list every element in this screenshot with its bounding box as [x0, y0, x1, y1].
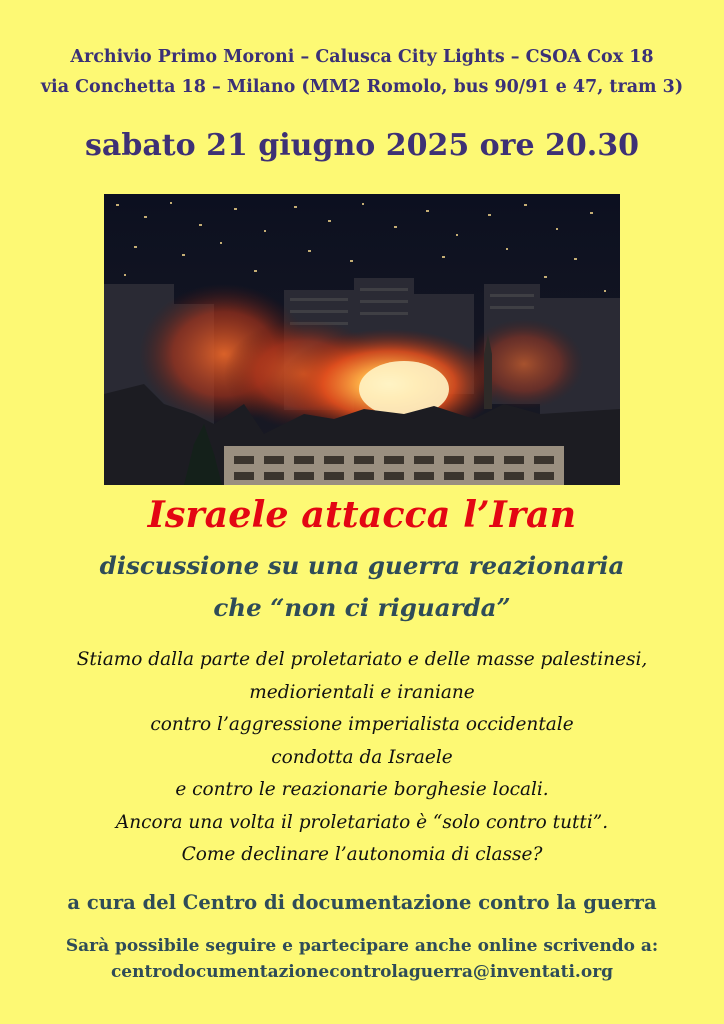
subtitle-line-1: discussione su una guerra reazionaria — [99, 551, 625, 580]
body-line: mediorientali e iraniane — [249, 681, 475, 703]
body-text — [0, 644, 724, 872]
body-line: e contro le reazionarie borghesie locali. — [175, 779, 549, 800]
curator-credit: a cura del Centro di documentazione contro la guerra — [67, 891, 657, 914]
venue-line-2: via Conchetta 18 – Milano (MM2 Romolo, bus 90/91 e 47, tram 3) — [40, 77, 684, 97]
online-info: Sarà possibile seguire e partecipare anche online scrivendo a: — [65, 936, 659, 956]
bombing-night-photo — [104, 194, 620, 485]
body-line: contro l’aggressione imperialista occidentale — [150, 714, 574, 735]
contact-email[interactable]: centrodocumentazionecontrolaguerra@inventati.org — [110, 962, 614, 982]
body-line: Ancora una volta il proletariato è “solo contro tutti”. — [115, 811, 609, 833]
venue-line-1: Archivio Primo Moroni – Calusca City Lights – CSOA Cox 18 — [70, 47, 654, 67]
headline: Israele attacca l’Iran — [147, 493, 577, 536]
body-line: Come declinare l’autonomia di classe? — [181, 844, 543, 865]
body-line: Stiamo dalla parte del proletariato e delle masse palestinesi, — [76, 649, 648, 670]
subtitle-line-2: che “non ci riguarda” — [213, 593, 511, 622]
body-line: condotta da Israele — [271, 746, 453, 768]
event-date: sabato 21 giugno 2025 ore 20.30 — [85, 128, 639, 163]
